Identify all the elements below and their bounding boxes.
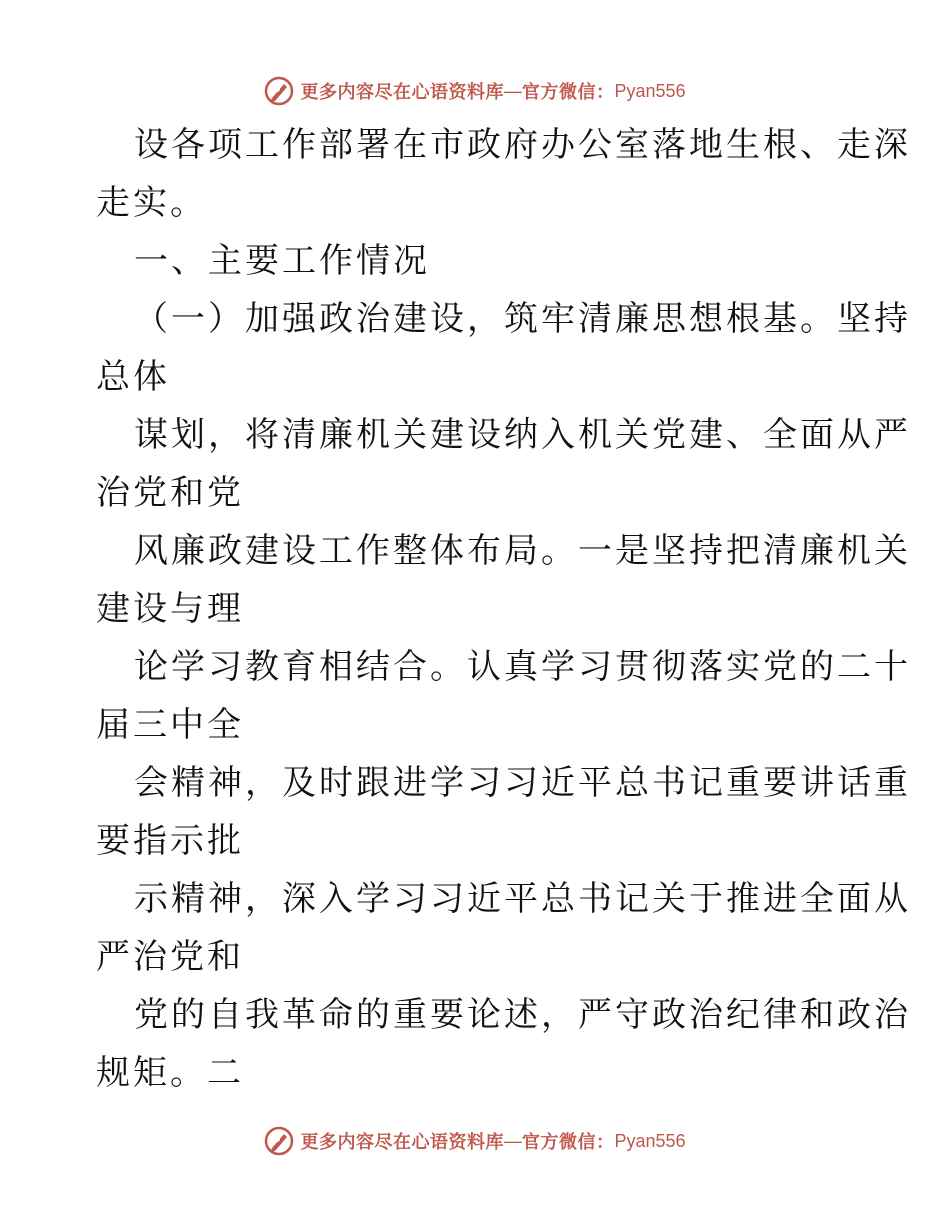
pen-logo-icon bbox=[264, 76, 294, 106]
text-line: 规矩。二 bbox=[96, 1053, 244, 1093]
watermark-wechat-label: 官方微信： bbox=[521, 1132, 615, 1153]
section-heading: 一、主要工作情况 bbox=[134, 241, 430, 281]
text-line: 党的自我革命的重要论述，严守政治纪律和政治 bbox=[134, 995, 911, 1035]
text-line: 论学习教育相结合。认真学习贯彻落实党的二十 bbox=[134, 647, 911, 687]
watermark-wechat-id: Pyan556 bbox=[614, 1130, 686, 1151]
subsection-heading-line: （一）加强政治建设，筑牢清廉思想根基。坚持 bbox=[134, 299, 911, 339]
pen-logo-icon bbox=[264, 1126, 294, 1156]
text-line: 设各项工作部署在市政府办公室落地生根、走深 bbox=[134, 125, 911, 165]
watermark-separator: — bbox=[503, 80, 522, 101]
text-line: 谋划，将清廉机关建设纳入机关党建、全面从严 bbox=[134, 415, 911, 455]
text-line: 建设与理 bbox=[96, 589, 244, 629]
watermark-separator: — bbox=[503, 1130, 522, 1151]
text-line: 会精神，及时跟进学习习近平总书记重要讲话重 bbox=[134, 763, 911, 803]
watermark-banner-bottom bbox=[0, 1121, 950, 1161]
watermark-wechat-id: Pyan556 bbox=[614, 80, 686, 101]
watermark-banner-top bbox=[0, 71, 950, 111]
text-line: 示精神，深入学习习近平总书记关于推进全面从 bbox=[134, 879, 911, 919]
text-line: 风廉政建设工作整体布局。一是坚持把清廉机关 bbox=[134, 531, 911, 571]
text-line: 要指示批 bbox=[96, 821, 244, 861]
document-body bbox=[96, 116, 911, 1102]
text-line: 走实。 bbox=[96, 183, 207, 223]
text-line: 总体 bbox=[96, 357, 170, 397]
text-line: 治党和党 bbox=[96, 473, 244, 513]
watermark-wechat-label: 官方微信： bbox=[521, 82, 615, 103]
text-line: 届三中全 bbox=[96, 705, 244, 745]
watermark-prefix: 更多内容尽在心语资料库 bbox=[300, 82, 504, 103]
text-line: 严治党和 bbox=[96, 937, 244, 977]
watermark-prefix: 更多内容尽在心语资料库 bbox=[300, 1132, 504, 1153]
